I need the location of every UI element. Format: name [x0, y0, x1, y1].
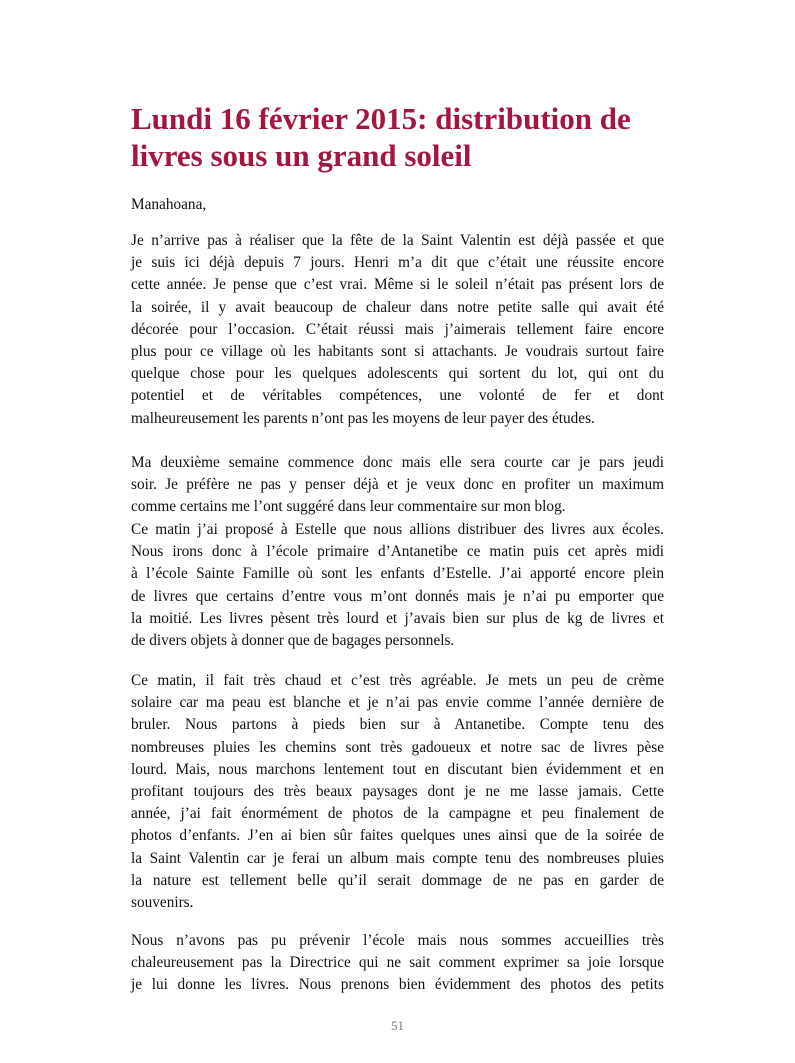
text-line: année, j’ai fait énormément de photos de la campagne et peu finalement de: [131, 805, 664, 823]
title-line: livres sous un grand soleil: [131, 138, 472, 173]
text-line: Ce matin, il fait très chaud et c’est très agréable. Je mets un peu de crème: [131, 672, 664, 689]
page-number: 51: [391, 1018, 404, 1033]
paragraph-4: [131, 670, 664, 914]
text-line: la Saint Valentin car je ferai un album mais compte tenu des nombreuses pluies: [131, 849, 664, 867]
text-line: cette année. Je pense que c’est vrai. Même si le soleil n’était pas présent lors de: [131, 276, 664, 294]
text-line: photos d’enfants. J’en ai bien sûr faites quelques unes ainsi que de la soirée de: [131, 827, 664, 845]
text-line: la moitié. Les livres pèsent très lourd et j’avais bien sur plus de kg de livres et: [131, 609, 664, 627]
text-line: la soirée, il y avait beaucoup de chaleur dans notre petite salle qui avait été: [131, 298, 664, 316]
text-line: solaire car ma peau est blanche et je n’ai pas envie comme l’année dernière de: [131, 694, 664, 712]
greeting: [131, 194, 664, 216]
text-line: Nous irons donc à l’école primaire d’Antanetibe ce matin puis cet après midi: [131, 543, 664, 561]
paragraph-3: [131, 519, 664, 652]
text-line: potentiel et de véritables compétences, une volonté de fer et dont: [131, 387, 664, 405]
text-line: à l’école Sainte Famille où sont les enfants d’Estelle. J’ai apporté encore plein: [131, 565, 664, 583]
paragraph-2: [131, 452, 664, 519]
text-line: Nous n’avons pas pu prévenir l’école mais nous sommes accueillies très: [131, 932, 664, 949]
text-line: nombreuses pluies les chemins sont très gadoueux et notre sac de livres pèse: [131, 738, 664, 756]
text-line: bruler. Nous partons à pieds bien sur à Antanetibe. Compte tenu des: [131, 716, 664, 734]
text-line: Ce matin j’ai proposé à Estelle que nous allions distribuer des livres aux écoles.: [131, 521, 664, 538]
text-line: plus pour ce village où les habitants sont si attachants. Je voudrais surtout faire: [131, 342, 664, 360]
text-line: Je n’arrive pas à réaliser que la fête de la Saint Valentin est déjà passée et que: [131, 232, 664, 249]
text-line: je suis ici déjà depuis 7 jours. Henri m’a dit que c’était une réussite encore: [131, 254, 664, 272]
text-line: je lui donne les livres. Nous prenons bien évidemment des photos des petits: [131, 976, 664, 994]
text-line: Ma deuxième semaine commence donc mais elle sera courte car je pars jeudi: [131, 454, 664, 471]
text-line: soir. Je préfère ne pas y penser déjà et je veux donc en profiter un maximum: [131, 476, 664, 494]
paragraph-5: [131, 930, 664, 997]
text-line: comme certains me l’ont suggéré dans leur commentaire sur mon blog.: [131, 498, 566, 516]
text-line: quelque chose pour les quelques adolescents qui sortent du lot, qui ont du: [131, 365, 664, 383]
title-line: Lundi 16 février 2015: distribution de: [131, 101, 631, 136]
text-line: décorée pour l’occasion. C’était réussi mais j’aimerais tellement faire encore: [131, 320, 664, 338]
text-line: souvenirs.: [131, 893, 194, 911]
text-line: profitant toujours des très beaux paysages dont je ne me lasse jamais. Cette: [131, 782, 664, 800]
text-line: chaleureusement pas la Directrice qui ne sait comment exprimer sa joie lorsque: [131, 954, 664, 972]
paragraph-1: [131, 230, 664, 430]
text-line: la nature est tellement belle qu’il serait dommage de ne pas en garder de: [131, 871, 664, 889]
text-line: malheureusement les parents n’ont pas les moyens de leur payer des études.: [131, 409, 595, 427]
text-line: de divers objets à donner que de bagages personnels.: [131, 631, 455, 649]
text-line: de livres que certains d’entre vous m’ont donnés mais je n’ai pu emporter que: [131, 587, 664, 605]
greeting-text: Manahoana,: [131, 196, 207, 213]
text-line: lourd. Mais, nous marchons lentement tout en discutant bien évidemment et en: [131, 760, 664, 778]
page-title: [131, 100, 671, 174]
